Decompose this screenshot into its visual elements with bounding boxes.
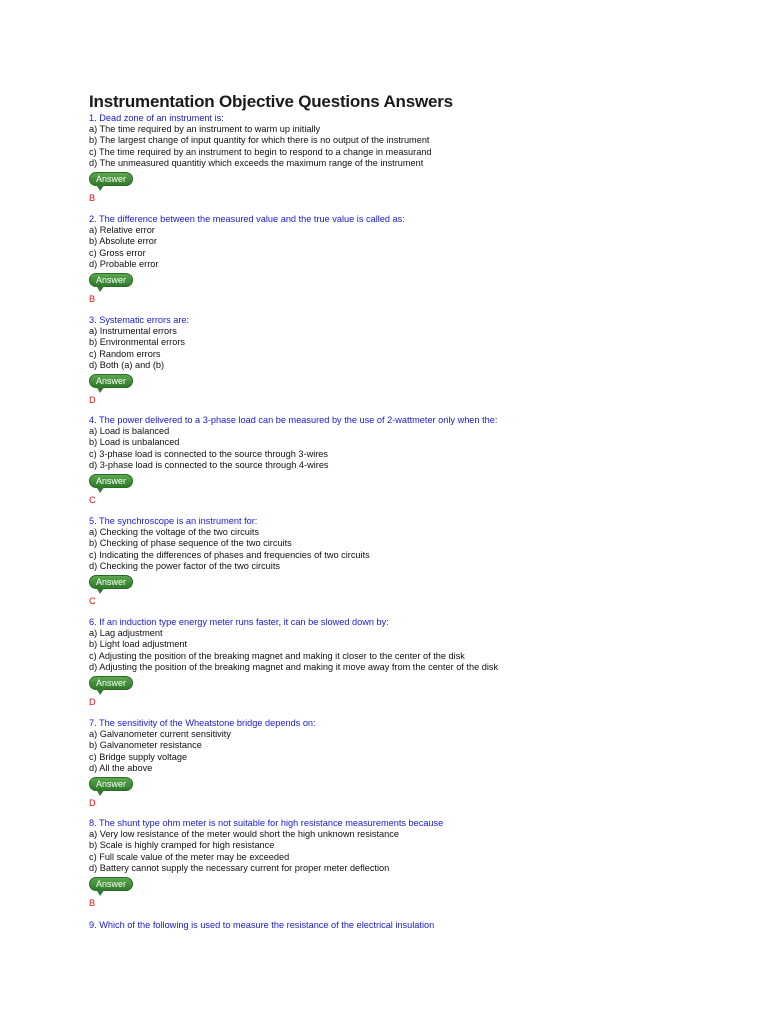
correct-answer: D	[89, 697, 96, 708]
answer-button[interactable]	[89, 877, 133, 897]
question-block	[89, 214, 729, 305]
answer-option: b) Environmental errors	[89, 337, 185, 348]
answer-option: a) Relative error	[89, 225, 155, 235]
answer-option: a) Very low resistance of the meter would short the high unknown resistance	[89, 829, 399, 839]
correct-answer: D	[89, 395, 96, 406]
answer-option: d) Checking the power factor of the two circuits	[89, 560, 280, 571]
question-block	[89, 920, 729, 931]
answer-option: c) 3-phase load is connected to the source through 3-wires	[89, 448, 329, 459]
answer-option: a) Galvanometer current sensitivity	[89, 729, 231, 739]
question-block	[89, 415, 729, 506]
answer-option: b) Load is unbalanced	[89, 437, 180, 448]
question-block	[89, 315, 729, 406]
answer-option: d) Both (a) and (b)	[89, 359, 165, 370]
page-title: Instrumentation Objective Questions Answers	[89, 92, 453, 111]
answer-option: c) Indicating the differences of phases and frequencies of two circuits	[89, 549, 370, 560]
speech-bubble-tail-icon	[96, 184, 105, 191]
answer-option: c) Gross error	[89, 247, 146, 258]
question-text: 7. The sensitivity of the Wheatstone bridge depends on:	[89, 718, 316, 728]
answer-option: a) Checking the voltage of the two circuits	[89, 527, 260, 537]
answer-button[interactable]	[89, 575, 133, 595]
answer-option: d) Battery cannot supply the necessary current for proper meter deflection	[89, 862, 390, 873]
speech-bubble-tail-icon	[96, 587, 105, 594]
answer-button-label: Answer	[89, 273, 133, 287]
answer-option: d) Adjusting the position of the breaking magnet and making it move away from the center of the disk	[89, 661, 499, 672]
answer-option: c) Bridge supply voltage	[89, 751, 188, 762]
speech-bubble-tail-icon	[96, 486, 105, 493]
answer-option: d) 3-phase load is connected to the source through 4-wires	[89, 459, 329, 470]
question-block	[89, 718, 729, 809]
answer-button[interactable]	[89, 374, 133, 394]
question-text: 1. Dead zone of an instrument is:	[89, 113, 224, 123]
question-block	[89, 113, 729, 204]
answer-button[interactable]	[89, 777, 133, 797]
correct-answer: B	[89, 294, 96, 305]
answer-option: b) The largest change of input quantity for which there is no output of the instrument	[89, 135, 430, 146]
question-text: 6. If an induction type energy meter runs faster, it can be slowed down by:	[89, 617, 389, 627]
answer-button-label: Answer	[89, 474, 133, 488]
answer-button-label: Answer	[89, 777, 133, 791]
question-block	[89, 516, 729, 607]
question-text: 5. The synchroscope is an instrument for:	[89, 516, 258, 526]
answer-button[interactable]	[89, 474, 133, 494]
question-text: 9. Which of the following is used to measure the resistance of the electrical insulation	[89, 920, 435, 930]
correct-answer: B	[89, 898, 96, 909]
answer-button-label: Answer	[89, 374, 133, 388]
answer-option: a) Instrumental errors	[89, 326, 177, 336]
correct-answer: C	[89, 495, 96, 506]
question-text: 2. The difference between the measured value and the true value is called as:	[89, 214, 405, 224]
answer-option: a) The time required by an instrument to warm up initially	[89, 124, 321, 134]
answer-option: a) Lag adjustment	[89, 628, 163, 638]
answer-option: b) Absolute error	[89, 236, 157, 247]
speech-bubble-tail-icon	[96, 386, 105, 393]
answer-option: b) Light load adjustment	[89, 639, 188, 650]
speech-bubble-tail-icon	[96, 688, 105, 695]
answer-button-label: Answer	[89, 575, 133, 589]
answer-option: b) Checking of phase sequence of the two circuits	[89, 538, 292, 549]
answer-button-label: Answer	[89, 172, 133, 186]
speech-bubble-tail-icon	[96, 789, 105, 796]
question-text: 3. Systematic errors are:	[89, 315, 190, 325]
question-text: 8. The shunt type ohm meter is not suitable for high resistance measurements because	[89, 818, 444, 828]
answer-option: c) The time required by an instrument to begin to respond to a change in measurand	[89, 146, 432, 157]
speech-bubble-tail-icon	[96, 285, 105, 292]
answer-option: d) All the above	[89, 762, 153, 773]
question-block	[89, 617, 729, 708]
answer-button[interactable]	[89, 172, 133, 192]
answer-option: d) Probable error	[89, 258, 159, 269]
answer-button-label: Answer	[89, 877, 133, 891]
answer-option: b) Galvanometer resistance	[89, 740, 202, 751]
answer-button-label: Answer	[89, 676, 133, 690]
answer-button[interactable]	[89, 273, 133, 293]
answer-option: d) The unmeasured quantitiy which exceeds the maximum range of the instrument	[89, 157, 424, 168]
correct-answer: B	[89, 193, 96, 204]
question-text: 4. The power delivered to a 3-phase load can be measured by the use of 2-wattmeter only when the:	[89, 415, 498, 425]
answer-option: c) Random errors	[89, 348, 161, 359]
answer-option: a) Load is balanced	[89, 426, 170, 436]
answer-button[interactable]	[89, 676, 133, 696]
correct-answer: C	[89, 596, 96, 607]
question-block	[89, 818, 729, 909]
answer-option: c) Adjusting the position of the breaking magnet and making it closer to the center of the disk	[89, 650, 465, 661]
answer-option: c) Full scale value of the meter may be exceeded	[89, 851, 290, 862]
answer-option: b) Scale is highly cramped for high resistance	[89, 840, 275, 851]
speech-bubble-tail-icon	[96, 889, 105, 896]
correct-answer: D	[89, 798, 96, 809]
